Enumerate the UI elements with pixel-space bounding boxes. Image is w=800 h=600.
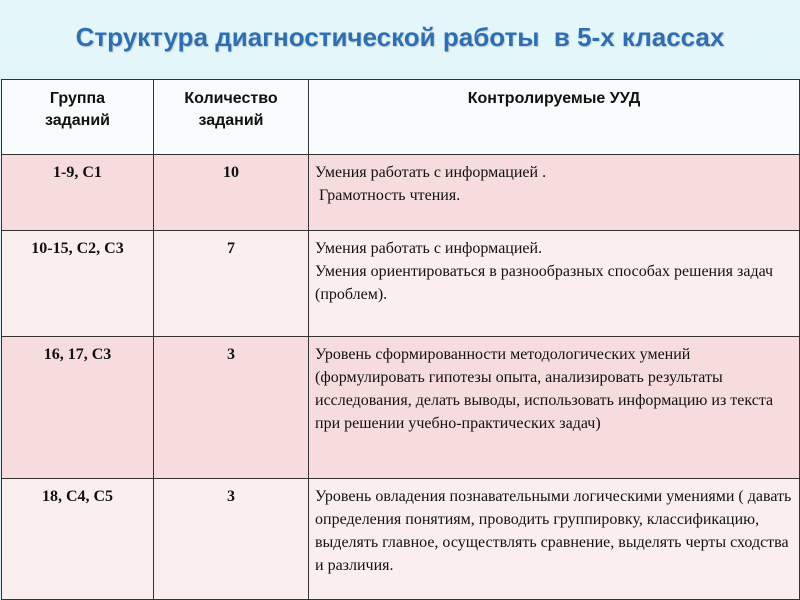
table-row: [2, 337, 800, 479]
uud-description-cell: [309, 155, 800, 231]
uud-line: Грамотность чтения.: [315, 187, 461, 204]
uud-line: Уровень овладения познавательными логическими умениями ( давать определения понятиям, проводить группировку, классификацию, выделять главное, осуществлять сравнение, выделять черты сходства и различия.: [315, 488, 792, 574]
task-count-cell: 3: [154, 479, 309, 600]
uud-description-cell: [309, 479, 800, 600]
header-task-group-line-2: заданий: [44, 112, 111, 129]
table-row: [2, 479, 800, 600]
header-task-group-line-1: Группа: [49, 90, 106, 107]
uud-line: Умения работать с информацией .: [315, 164, 547, 181]
table-header-row: [2, 80, 800, 155]
uud-description-cell: [309, 337, 800, 479]
task-count-cell: 10: [154, 155, 309, 231]
task-group-cell: 16, 17, С3: [2, 337, 154, 479]
header-task-count-line-1: Количество: [184, 90, 278, 107]
table-row: [2, 155, 800, 231]
uud-line: Умения работать с информацией.: [315, 240, 543, 257]
task-count-cell: 7: [154, 231, 309, 337]
task-group-cell: 10-15, С2, С3: [2, 231, 154, 337]
uud-line: Умения ориентироваться в разнообразных способах решения задач (проблем).: [315, 263, 774, 303]
uud-description-cell: [309, 231, 800, 337]
task-count-cell: 3: [154, 337, 309, 479]
diagnostic-structure-table: [1, 79, 800, 600]
header-task-group: [2, 80, 154, 155]
task-group-cell: 1-9, С1: [2, 155, 154, 231]
slide-title: Структура диагностической работы в 5-х классах: [75, 22, 725, 52]
header-task-count-line-2: заданий: [198, 112, 264, 129]
task-group-cell: 18, С4, С5: [2, 479, 154, 600]
header-task-count: [154, 80, 309, 155]
table-row: [2, 231, 800, 337]
header-controlled-uud: Контролируемые УУД: [309, 80, 800, 155]
uud-line: Уровень сформированности методологических умений (формулировать гипотезы опыта, анализировать результаты исследования, делать выводы, использовать информацию из текста при решении учебно-практических задач): [315, 346, 774, 432]
